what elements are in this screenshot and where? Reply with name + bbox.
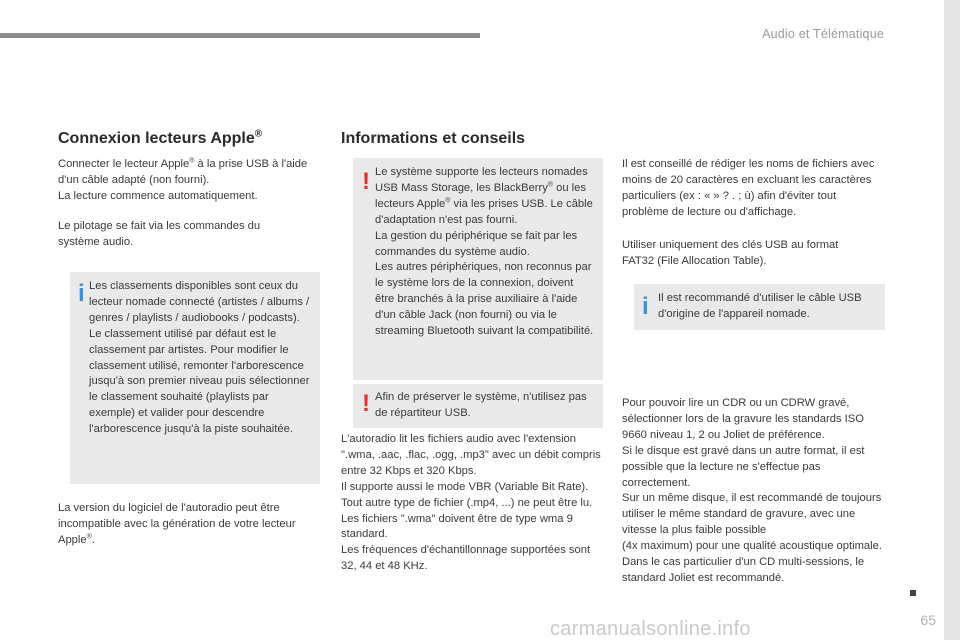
apple-info-box (70, 272, 320, 484)
warning-icon: ! (362, 390, 370, 417)
warning-box-usb (353, 158, 603, 380)
audio-formats-text: L'autoradio lit les fichiers audio avec l'extension ".wma, .aac, .flac, .ogg, .mp3" avec un débit compris entre 32 Kbps et 320 Kbps. Il supporte aussi le mode VBR (Variable Bit Rate). Tout autre type de fichier (.mp4, ...) ne peut être lu. Les fichiers ".wma" doivent être de type wma 9 standard. Les fréquences d'échantillonnage supportées sont 32, 44 et 48 KHz. (341, 433, 601, 573)
apple-info-text: Les classements disponibles sont ceux du lecteur nomade connecté (artistes / albums / genres / playlists / audiobooks / podcasts). Le classement utilisé par défaut est le classement par artistes. Pour modifier le classement utilisé, remonter l'arborescence jusqu'à son premier niveau puis sélectionner le classement souhaité (playlists par exemple) et valider pour descendre l'arborescence jusqu'à la piste souhaitée. (89, 280, 310, 436)
warning-icon: ! (362, 168, 370, 195)
apple-control-text: Le pilotage se fait via les commandes du système audio. (58, 220, 261, 248)
cd-burning-text: Pour pouvoir lire un CDR ou un CDRW gravé, sélectionner lors de la gravure les standards ISO 9660 niveau 1, 2 ou Joliet de préférence. Si le disque est gravé dans un autre format, il est possible que la lecture ne s'effectue pas correctement. Sur un même disque, il est recommandé de toujours utiliser le même standard de gravure, avec une vitesse la plus faible possible (4x maximum) pour une qualité acoustique optimale. Dans le cas particulier d'un CD multi-sessions, le standard Joliet est recommandé. (622, 397, 882, 584)
side-strip (944, 0, 960, 640)
page-number: 65 (920, 612, 936, 628)
warning-box-splitter (353, 384, 603, 428)
watermark: carmanualsonline.info (550, 618, 751, 640)
splitter-warning-text: Afin de préserver le système, n'utilisez pas de répartiteur USB. (375, 391, 587, 419)
info-icon: i (78, 280, 85, 307)
apple-section-title: Connexion lecteurs Apple® (58, 128, 263, 147)
apple-connect-text: Connecter le lecteur Apple® à la prise USB à l'aide d'un câble adapté (non fourni). La lecture commence automatiquement. (58, 157, 308, 202)
info-section-title: Informations et conseils (341, 130, 526, 147)
info-icon: i (642, 293, 649, 320)
usb-format-text: Utiliser uniquement des clés USB au format FAT32 (File Allocation Table). (622, 239, 839, 267)
cable-info-box (634, 284, 885, 330)
section-header: Audio et Télématique (762, 27, 884, 41)
usb-support-text: Le système supporte les lecteurs nomades USB Mass Storage, les BlackBerry® ou les lecteurs Apple® via les prises USB. Le câble d'adaptation n'est pas fourni. La gestion du périphérique se fait par les commandes du système audio. Les autres périphériques, non reconnus par le système lors de la connexion, doivent être branchés à la prise auxiliaire à l'aide d'un câble Jack (non fourni) ou via le streaming Bluetooth suivant la compatibilité. (375, 166, 594, 338)
filename-advice-text: Il est conseillé de rédiger les noms de fichiers avec moins de 20 caractères en excluant les caractères particuliers (ex : « » ? . ; ù) afin d'éviter tout problème de lecture ou d'affichage. (622, 158, 875, 218)
end-of-section-mark (910, 590, 916, 596)
apple-compat-text: La version du logiciel de l'autoradio peut être incompatible avec la génération de votre lecteur Apple®. (58, 502, 296, 546)
cable-info-text: Il est recommandé d'utiliser le câble USB d'origine de l'appareil nomade. (658, 292, 862, 320)
top-rule (0, 33, 480, 38)
